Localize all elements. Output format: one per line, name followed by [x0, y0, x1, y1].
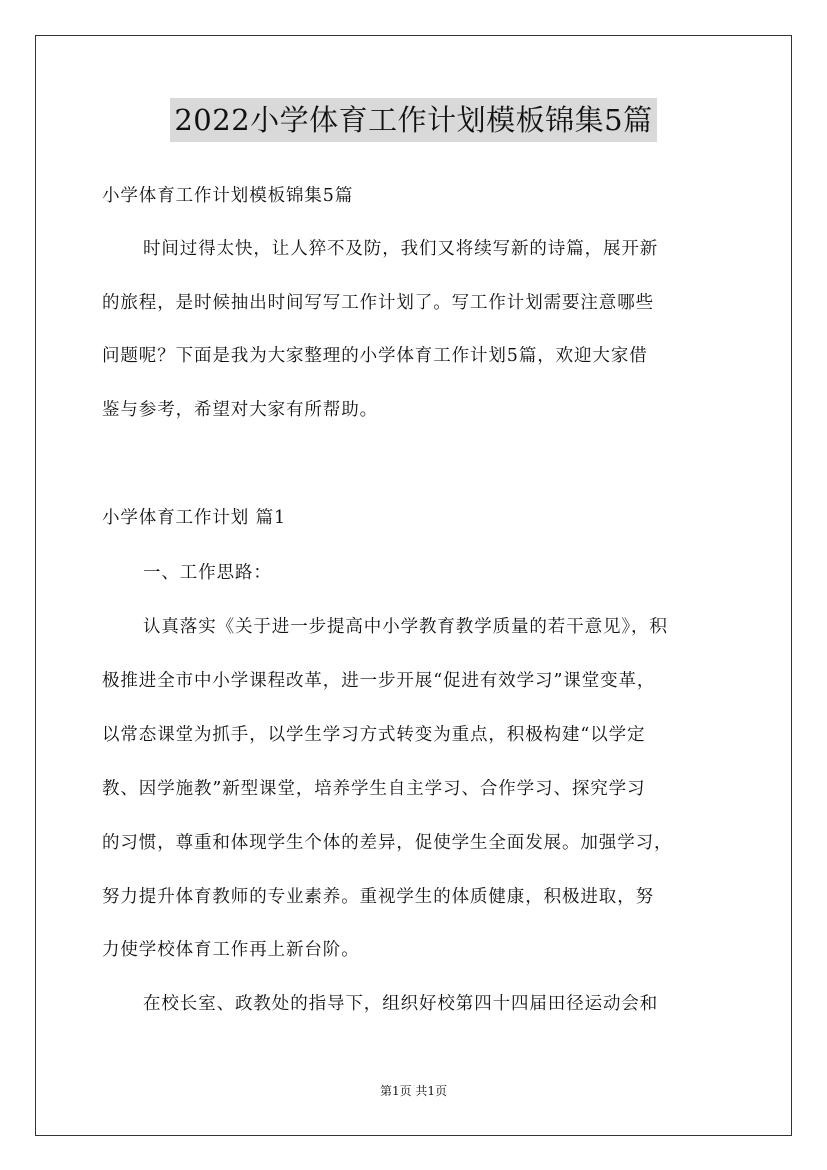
paragraph-line: 以常态课堂为抓手，以学生学习方式转变为重点，积极构建“以学定: [102, 725, 646, 745]
paragraph-line: 在校长室、政教处的指导下，组织好校第四十四届田径运动会和: [143, 994, 659, 1014]
paragraph-line: 的习惯，尊重和体现学生个体的差异，促使学生全面发展。加强学习，: [102, 833, 673, 853]
intro-line: 问题呢？下面是我为大家整理的小学体育工作计划5篇，欢迎大家借: [102, 346, 648, 366]
paragraph-line: 教、因学施教”新型课堂，培养学生自主学习、合作学习、探究学习: [102, 779, 646, 799]
section-heading: 小学体育工作计划 篇1: [102, 508, 287, 528]
paragraph-line: 极推进全市中小学课程改革，进一步开展“促进有效学习”课堂变革，: [102, 671, 656, 691]
document-title: 2022小学体育工作计划模板锦集5篇: [170, 98, 656, 142]
intro-line: 的旅程，是时候抽出时间写写工作计划了。写工作计划需要注意哪些: [102, 293, 654, 313]
paragraph-line: 努力提升体育教师的专业素养。重视学生的体质健康，积极进取，努: [102, 887, 654, 907]
sub-heading: 一、工作思路：: [143, 563, 272, 583]
page-number-footer: 第1页 共1页: [379, 1084, 448, 1098]
intro-line: 鉴与参考，希望对大家有所帮助。: [102, 400, 378, 420]
title-container: [0, 98, 827, 142]
intro-line: 时间过得太快，让人猝不及防，我们又将续写新的诗篇，展开新: [143, 239, 659, 259]
paragraph-line: 力使学校体育工作再上新台阶。: [102, 940, 360, 960]
document-subtitle: 小学体育工作计划模板锦集5篇: [102, 186, 354, 206]
paragraph-line: 认真落实《关于进一步提高中小学教育教学质量的若干意见》，积: [143, 617, 668, 637]
